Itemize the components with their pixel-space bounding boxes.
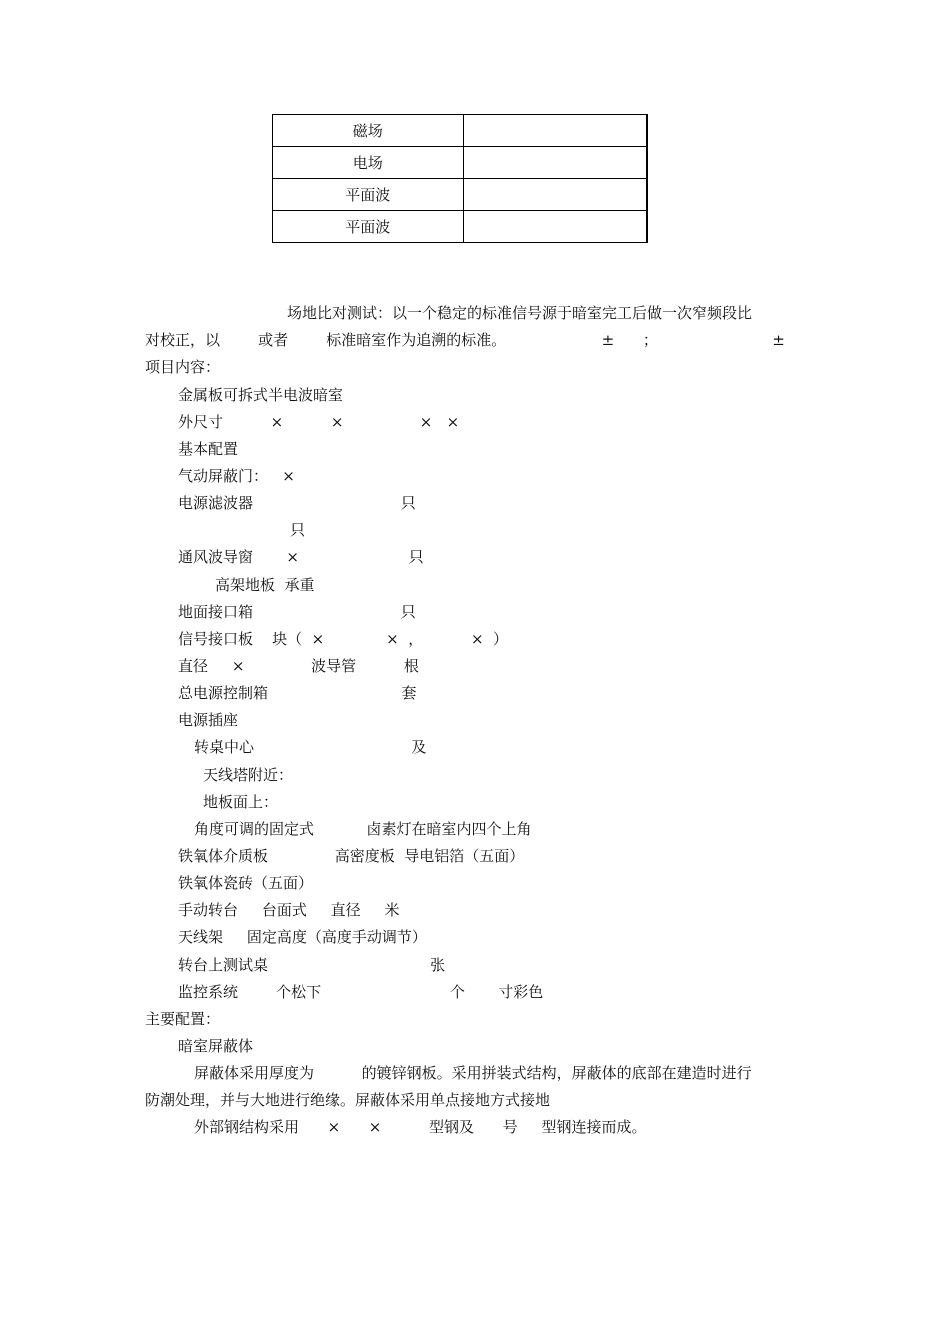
main-config-paragraph-line: 屏蔽体采用厚度为 的镀锌钢板。采用拼装式结构，屏蔽体的底部在建造时进行 [194,1064,752,1082]
main-config-paragraph-line: 外部钢结构采用 × × 型钢及 号 型钢连接而成。 [194,1118,647,1136]
main-config-heading: 主要配置： [145,1010,221,1028]
main-config-subheading: 暗室屏蔽体 [178,1037,254,1055]
table-cell-label: 平面波 [273,211,464,243]
project-item: 金属板可拆式半电波暗室 [178,386,344,404]
project-heading: 项目内容： [145,358,221,376]
project-item: 高架地板 承重 [215,576,315,594]
project-item: 通风波导窗 × 只 [178,548,424,566]
table-cell-value [463,211,647,243]
intro-line-1: 场地比对测试：以一个稳定的标准信号源于暗室完工后做一次窄频段比 [287,304,753,322]
project-item: 手动转台 台面式 直径 米 [178,901,400,919]
table-row [273,115,648,147]
project-item: 天线塔附近： [203,766,294,784]
project-item: 气动屏蔽门： × [178,467,295,485]
project-item: 直径 × 波导管 根 [178,657,419,675]
table-cell-value [463,147,647,179]
project-item: 天线架 固定高度（高度手动调节） [178,928,427,946]
table-cell-label: 磁场 [273,115,464,147]
table-cell-value [463,179,647,211]
table-cell-label: 电场 [273,147,464,179]
intro-line-2: 对校正，以 或者 标准暗室作为追溯的标准。 ± ； ± [145,331,785,349]
table-cell-value [463,115,647,147]
project-item: 转台上测试桌 张 [178,956,446,974]
table-row [273,147,648,179]
project-item: 地面接口箱 只 [178,603,416,621]
project-item: 铁氧体介质板 高密度板 导电铝箔（五面） [178,847,525,865]
table-row [273,211,648,243]
project-item: 电源滤波器 只 [178,494,416,512]
project-item: 角度可调的固定式 卤素灯在暗室内四个上角 [194,820,532,838]
project-item: 铁氧体瓷砖（五面） [178,874,314,892]
table-cell-label: 平面波 [273,179,464,211]
project-item: 地板面上： [203,793,279,811]
project-item: 监控系统 个松下 个 寸彩色 [178,983,544,1001]
project-item: 基本配置 [178,440,239,458]
project-item: 信号接口板 块（ × × ， × ） [178,630,509,648]
table-row [273,179,648,211]
project-item: 外尺寸 × × × × [178,413,460,431]
project-item: 转桌中心 及 [194,738,427,756]
project-item: 总电源控制箱 套 [178,684,417,702]
project-item: 只 [290,521,306,539]
main-config-paragraph-line: 防潮处理，并与大地进行绝缘。屏蔽体采用单点接地方式接地 [145,1091,551,1109]
field-type-table [272,114,648,243]
project-item: 电源插座 [178,711,239,729]
